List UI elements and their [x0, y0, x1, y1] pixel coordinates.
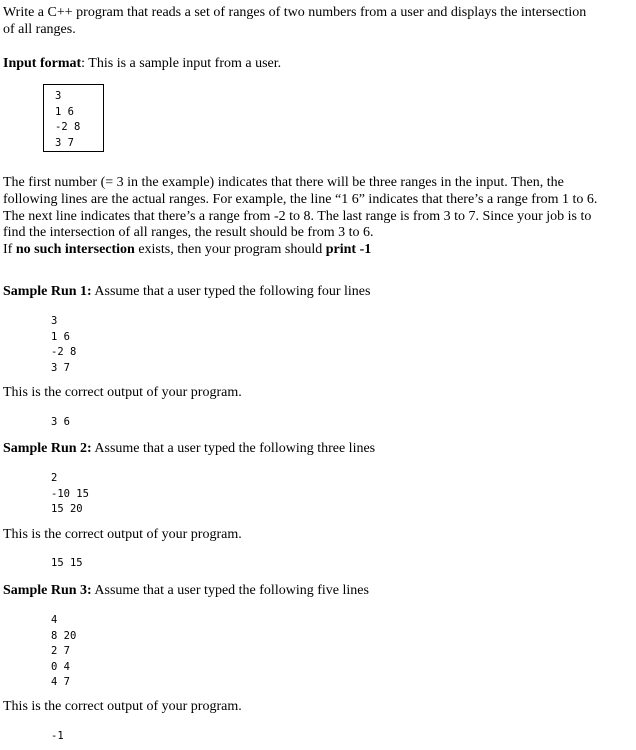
sample-run-2-heading — [3, 440, 375, 457]
explanation-line-3: The next line indicates that there’s a range from -2 to 8. The last range is from 3 to 7. Since your job is to — [3, 209, 592, 224]
print-minus-one-bold: print -1 — [325, 242, 372, 257]
run-input-line: 4 7 — [51, 676, 70, 688]
run-input-line: 0 4 — [51, 660, 70, 673]
run-input-line: 2 7 — [51, 645, 70, 657]
intro-line-1: Write a C++ program that reads a set of ranges of two numbers from a user and displays the intersection — [3, 5, 587, 20]
sample-input-line: 3 — [55, 90, 62, 102]
no-intersection-line — [3, 241, 371, 258]
input-format-text: : This is a sample input from a user. — [81, 56, 282, 71]
run-input-line: 8 20 — [51, 629, 77, 642]
sample-run-3-text: Assume that a user typed the following five lines — [91, 583, 369, 598]
input-format-heading — [3, 55, 281, 72]
sample-run-1-heading — [3, 283, 370, 300]
sample-run-1-label: Sample Run 1: — [3, 284, 92, 299]
no-intersection-middle: exists, then your program should — [134, 242, 326, 257]
run-input-line: 4 — [51, 614, 58, 626]
sample-run-1-input — [51, 314, 76, 376]
sample-run-2-output: 15 15 — [51, 557, 83, 569]
input-format-label: Input format — [3, 56, 82, 71]
sample-run-2-input — [51, 471, 89, 518]
sample-run-1-text: Assume that a user typed the following four lines — [91, 284, 371, 299]
run-input-line: -10 15 — [51, 487, 89, 500]
sample-run-3-input — [51, 613, 76, 691]
sample-run-2-label: Sample Run 2: — [3, 441, 92, 456]
run-input-line: 2 — [51, 472, 58, 484]
sample-input-line: 1 6 — [55, 105, 74, 118]
sample-run-3-label: Sample Run 3: — [3, 583, 92, 598]
explanation-line-2: following lines are the actual ranges. For example, the line “1 6” indicates that there’s a range from 1 to 6. — [3, 192, 598, 207]
run-input-line: -2 8 — [51, 346, 77, 358]
sample-input-lines — [55, 89, 80, 151]
sample-input-box — [43, 84, 104, 152]
intro-line-2: of all ranges. — [3, 22, 76, 37]
run-input-line: 3 — [51, 315, 58, 327]
sample-run-2-text: Assume that a user typed the following three lines — [91, 441, 376, 456]
sample-run-2-output-caption: This is the correct output of your program. — [3, 527, 242, 542]
explanation-line-4: find the intersection of all ranges, the result should be from 3 to 6. — [3, 225, 374, 240]
sample-run-1-output-caption: This is the correct output of your program. — [3, 385, 242, 400]
run-input-line: 3 7 — [51, 361, 70, 374]
no-intersection-bold: no such intersection — [15, 242, 135, 257]
no-intersection-prefix: If — [3, 242, 16, 257]
explanation-line-1: The first number (= 3 in the example) indicates that there will be three ranges in the input. Then, the — [3, 175, 564, 190]
sample-input-line: -2 8 — [55, 121, 81, 133]
sample-run-3-output: -1 — [51, 730, 64, 742]
sample-run-1-output: 3 6 — [51, 416, 70, 428]
run-input-line: 15 20 — [51, 503, 83, 515]
sample-run-3-output-caption: This is the correct output of your program. — [3, 699, 242, 714]
sample-input-line: 3 7 — [55, 136, 74, 149]
sample-run-3-heading — [3, 582, 369, 599]
run-input-line: 1 6 — [51, 330, 70, 343]
